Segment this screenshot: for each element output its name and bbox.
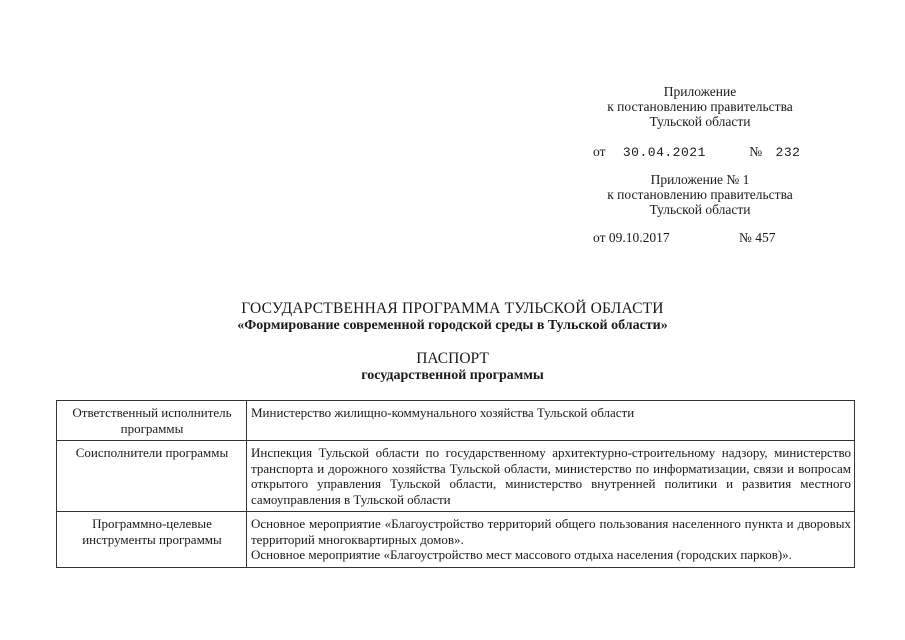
row-label-instruments: Программно-целевые инструменты программы <box>57 512 247 568</box>
table-row <box>57 441 855 512</box>
program-title: ГОСУДАРСТВЕННАЯ ПРОГРАММА ТУЛЬСКОЙ ОБЛАСТИ <box>241 300 664 317</box>
appendix-1-title: Приложение <box>663 84 737 99</box>
instrument-item-1: Основное мероприятие «Благоустройство территорий общего пользования населенного пункта и дворовых территорий многоквартирных домов». <box>251 516 851 547</box>
appendix-2-region: Тульской области <box>649 202 751 217</box>
row-label-executor: Ответственный исполнитель программы <box>57 401 247 441</box>
appendix-2-number-row <box>739 230 776 246</box>
passport-table <box>56 400 855 568</box>
row-label-coexecutors: Соисполнители программы <box>57 441 247 512</box>
table-row <box>57 401 855 441</box>
appendix-1-resolution: к постановлению правительства <box>607 99 793 114</box>
appendix-2-number: № 457 <box>739 230 776 245</box>
appendix-2-date: от 09.10.2017 <box>593 230 670 245</box>
instrument-item-2: Основное мероприятие «Благоустройство мест массового отдыха населения (городских парков)». <box>251 547 792 562</box>
row-value-executor: Министерство жилищно-коммунального хозяйства Тульской области <box>247 401 855 441</box>
appendix-1-date: 30.04.2021 <box>622 145 706 160</box>
passport-heading: ПАСПОРТ <box>416 350 489 367</box>
row-value-coexecutors: Инспекция Тульской области по государственному архитектурно-строительному надзору, министерство транспорта и дорожного хозяйства Тульской области, министерство по информатизации, связи и вопросам открытого управления Тульской области, министерство внутренней политики и развития местного самоуправления в Тульской области <box>247 441 855 512</box>
appendix-1-date-prefix: от <box>593 144 606 159</box>
appendix-2-resolution: к постановлению правительства <box>607 187 793 202</box>
appendix-1-date-row <box>593 144 800 160</box>
row-value-instruments <box>247 512 855 568</box>
appendix-2-date-row <box>593 230 670 246</box>
table-row <box>57 512 855 568</box>
passport-subheading: государственной программы <box>361 368 544 383</box>
appendix-block-2 <box>560 172 840 217</box>
appendix-1-number-prefix: № <box>749 144 763 159</box>
appendix-1-region: Тульской области <box>649 114 751 129</box>
appendix-block-1 <box>560 84 840 129</box>
appendix-1-number: 232 <box>775 145 801 160</box>
appendix-2-title: Приложение № 1 <box>650 172 750 187</box>
program-subtitle: «Формирование современной городской среды в Тульской области» <box>237 318 668 333</box>
